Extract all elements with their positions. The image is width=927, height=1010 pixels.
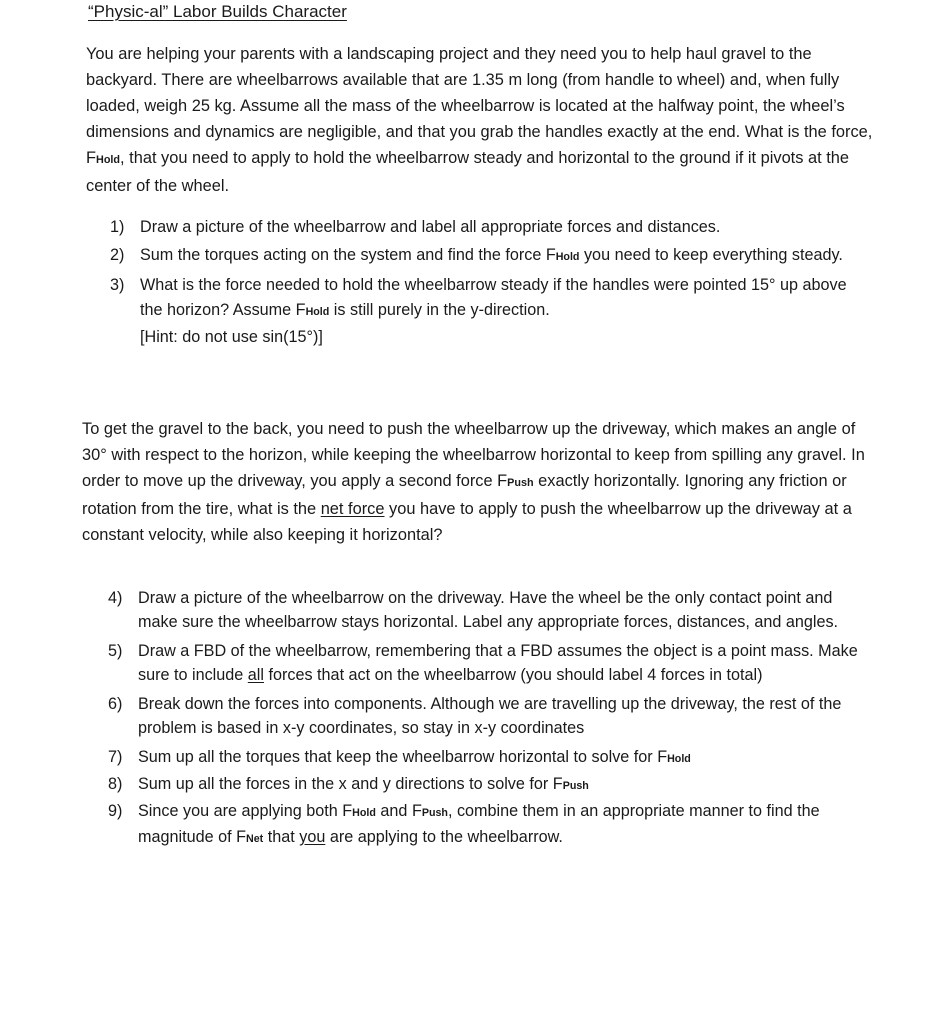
question-item-8 (108, 772, 858, 798)
question-number: 2) (110, 246, 125, 264)
f-hold-subscript: Hold (667, 753, 691, 765)
driveway-text-2: exactly horizontally. Ignoring any friction or rotation from the tire, what is the (82, 472, 847, 518)
question-number: 3) (110, 276, 125, 294)
question-text: What is the force needed to hold the wheelbarrow steady if the handles were pointed 15° up above the horizon? Assume (140, 276, 847, 319)
question-number: 5) (108, 642, 123, 660)
question-text: Break down the forces into components. Although we are travelling up the driveway, the rest of the problem is based in x-y coordinates, so stay in x-y coordinates (138, 695, 842, 737)
problem-intro-paragraph (86, 41, 876, 199)
question-number: 1) (110, 218, 125, 236)
question-number: 4) (108, 589, 123, 607)
question-item-5 (108, 639, 858, 687)
question-number: 7) (108, 748, 123, 766)
question-list-part-1 (110, 215, 850, 353)
question-number: 8) (108, 775, 123, 793)
f-hold-symbol: F (295, 301, 306, 319)
question-item-9 (108, 799, 858, 851)
f-hold-symbol: F (545, 246, 556, 264)
intro-text-2: , that you need to apply to hold the wheelbarrow steady and horizontal to the ground if it pivots at the center of the wheel. (86, 149, 849, 195)
question-text: Draw a FBD of the wheelbarrow, remembering that a FBD assumes the object is a point mass. Make sure to include (138, 642, 858, 684)
question-number: 6) (108, 695, 123, 713)
hint-text: [Hint: do not use sin(15°)] (140, 328, 323, 346)
question-text: Sum the torques acting on the system and find the force (140, 246, 546, 264)
question-item-7 (108, 745, 858, 771)
f-hold-symbol: F (657, 748, 668, 766)
question-number: 9) (108, 802, 123, 820)
question-text: you need to keep everything steady. (579, 246, 843, 264)
f-hold-subscript: Hold (555, 251, 580, 263)
f-net-symbol: F (236, 828, 246, 846)
all-underlined: all (247, 666, 264, 684)
question-item-2 (110, 243, 850, 270)
f-push-symbol: F (497, 472, 508, 490)
f-hold-symbol: F (342, 802, 353, 820)
f-hold-subscript: Hold (96, 154, 121, 166)
question-item-1 (110, 215, 850, 240)
f-push-symbol: F (411, 802, 422, 820)
f-push-symbol: F (552, 775, 563, 793)
question-text: Draw a picture of the wheelbarrow and label all appropriate forces and distances. (140, 218, 721, 236)
you-underlined: you (299, 828, 326, 846)
net-force-underlined: net force (320, 500, 385, 518)
driveway-text-1: To get the gravel to the back, you need to push the wheelbarrow up the driveway, which makes an angle of 30° with respect to the horizon, while keeping the wheelbarrow horizontal to keep from spilling any gravel. In order to move up the driveway, you apply a second force (82, 420, 865, 490)
question-text: Sum up all the torques that keep the wheelbarrow horizontal to solve for (138, 748, 658, 766)
f-push-subscript: Push (421, 807, 448, 819)
question-text: , combine them in an appropriate manner to find the magnitude of (138, 802, 820, 846)
f-hold-subscript: Hold (352, 807, 376, 819)
question-item-6 (108, 692, 858, 740)
question-text: Since you are applying both (138, 802, 343, 820)
f-push-subscript: Push (562, 780, 589, 792)
question-text: Draw a picture of the wheelbarrow on the driveway. Have the wheel be the only contact point and make sure the wheelbarrow stays horizontal. Label any appropriate forces, distances, and angles. (138, 589, 839, 631)
question-text: forces that act on the wheelbarrow (you should label 4 forces in total) (263, 666, 763, 684)
question-text: that (263, 828, 300, 846)
question-text: are applying to the wheelbarrow. (325, 828, 563, 846)
question-list-part-2 (108, 586, 858, 856)
f-hold-subscript: Hold (305, 306, 330, 318)
question-item-3 (110, 273, 850, 350)
question-text: Sum up all the forces in the x and y directions to solve for (138, 775, 553, 793)
problem-driveway-paragraph (82, 416, 872, 548)
question-item-4 (108, 586, 858, 634)
question-text: and (375, 802, 412, 820)
intro-text-1: You are helping your parents with a landscaping project and they need you to help haul gravel to the backyard. There are wheelbarrows available that are 1.35 m long (from handle to wheel) and, when fully loaded, weigh 25 kg. Assume all the mass of the wheelbarrow is located at the halfway point, the wheel’s dimensions and dynamics are negligible, and that you grab the handles exactly at the end. What is the force, (86, 45, 873, 141)
f-hold-symbol: F (86, 149, 97, 167)
f-push-subscript: Push (507, 477, 534, 489)
driveway-text-3: you have to apply to push the wheelbarrow up the driveway at a constant velocity, while also keeping it horizontal? (82, 500, 852, 544)
question-text: is still purely in the y-direction. (329, 301, 550, 319)
worksheet-title: “Physic-al” Labor Builds Character (88, 2, 347, 21)
f-net-subscript: Net (245, 833, 264, 845)
